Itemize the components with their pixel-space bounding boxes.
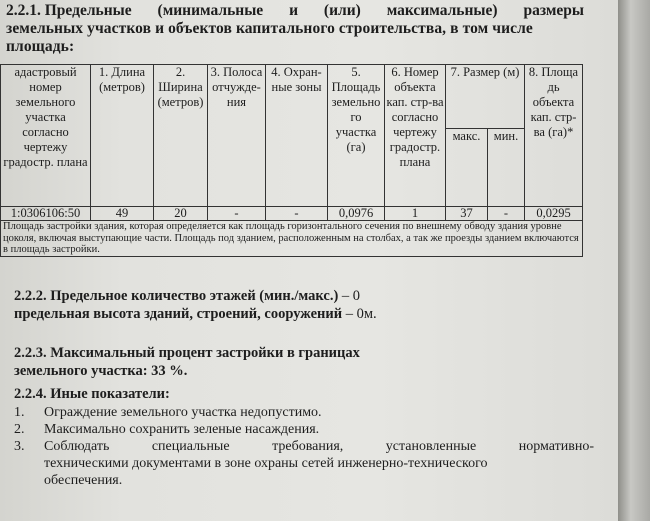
cell-size-max: 37 bbox=[446, 207, 488, 221]
parameters-table bbox=[0, 64, 583, 257]
header-object-number: 6. Номер объекта кап. стр-ва согласно чертежу градостр. плана bbox=[385, 65, 446, 207]
cell-object-number: 1 bbox=[385, 207, 446, 221]
header-size: 7. Размер (м) bbox=[446, 65, 525, 129]
header-size-max: макс. bbox=[446, 129, 488, 207]
list-item: 2. Максимально сохранить зеленые насаждения. bbox=[14, 422, 320, 437]
section-2-2-4: 2.2.4. Иные показатели: bbox=[14, 386, 170, 402]
book-spine bbox=[618, 0, 650, 521]
cell-alienation: - bbox=[208, 207, 266, 221]
cell-size-min: - bbox=[488, 207, 525, 221]
header-alienation-strip: 3. Полоса отчужде-ния bbox=[208, 65, 266, 207]
cell-width: 20 bbox=[154, 207, 208, 221]
cell-plot-area: 0,0976 bbox=[328, 207, 385, 221]
header-protection-zones: 4. Охран-ные зоны bbox=[266, 65, 328, 207]
section-2-2-3: 2.2.3. Максимальный процент застройки в границах земельного участка: 33 %. bbox=[14, 345, 360, 379]
cell-length: 49 bbox=[91, 207, 154, 221]
header-cadastral-number: адастровый номер земельного участка согласно чертежу градостр. плана bbox=[1, 65, 91, 207]
other-indicators-list bbox=[14, 404, 594, 489]
list-item: 3. Соблюдать специальные требования, установленные нормативно- техническими документами в зоне охраны сетей инженерно-технического обеспечения. bbox=[14, 439, 594, 488]
cell-zones: - bbox=[266, 207, 328, 221]
header-width: 2. Ширина (метров) bbox=[154, 65, 208, 207]
table-row bbox=[1, 207, 583, 221]
section-2-2-2: 2.2.2. Предельное количество этажей (мин./макс.) – 0 предельная высота зданий, строений, сооружений – 0м. bbox=[14, 288, 377, 322]
section-heading-2-2-1: 2.2.1. Предельные (минимальные и (или) максимальные) размеры земельных участков и объектов капитального строительства, в том числе площадь: bbox=[6, 2, 584, 55]
table-footnote: Площадь застройки здания, которая определяется как площадь горизонтального сечения по внешнему обводу здания уровне цоколя, включая выступающие части. Площадь под зданием, расположенным на столбах, а так же проезды зданием включаются в площадь застройки. bbox=[1, 221, 583, 257]
list-item: 1. Ограждение земельного участка недопустимо. bbox=[14, 405, 322, 420]
cell-cadastral: 1:0306106:50 bbox=[1, 207, 91, 221]
header-length: 1. Длина (метров) bbox=[91, 65, 154, 207]
cell-object-area: 0,0295 bbox=[525, 207, 583, 221]
header-object-area: 8. Площа дь объекта кап. стр-ва (га)* bbox=[525, 65, 583, 207]
header-size-min: мин. bbox=[488, 129, 525, 207]
header-plot-area: 5. Площадь земельно го участка (га) bbox=[328, 65, 385, 207]
section-number: 2.2.1. bbox=[6, 2, 41, 19]
